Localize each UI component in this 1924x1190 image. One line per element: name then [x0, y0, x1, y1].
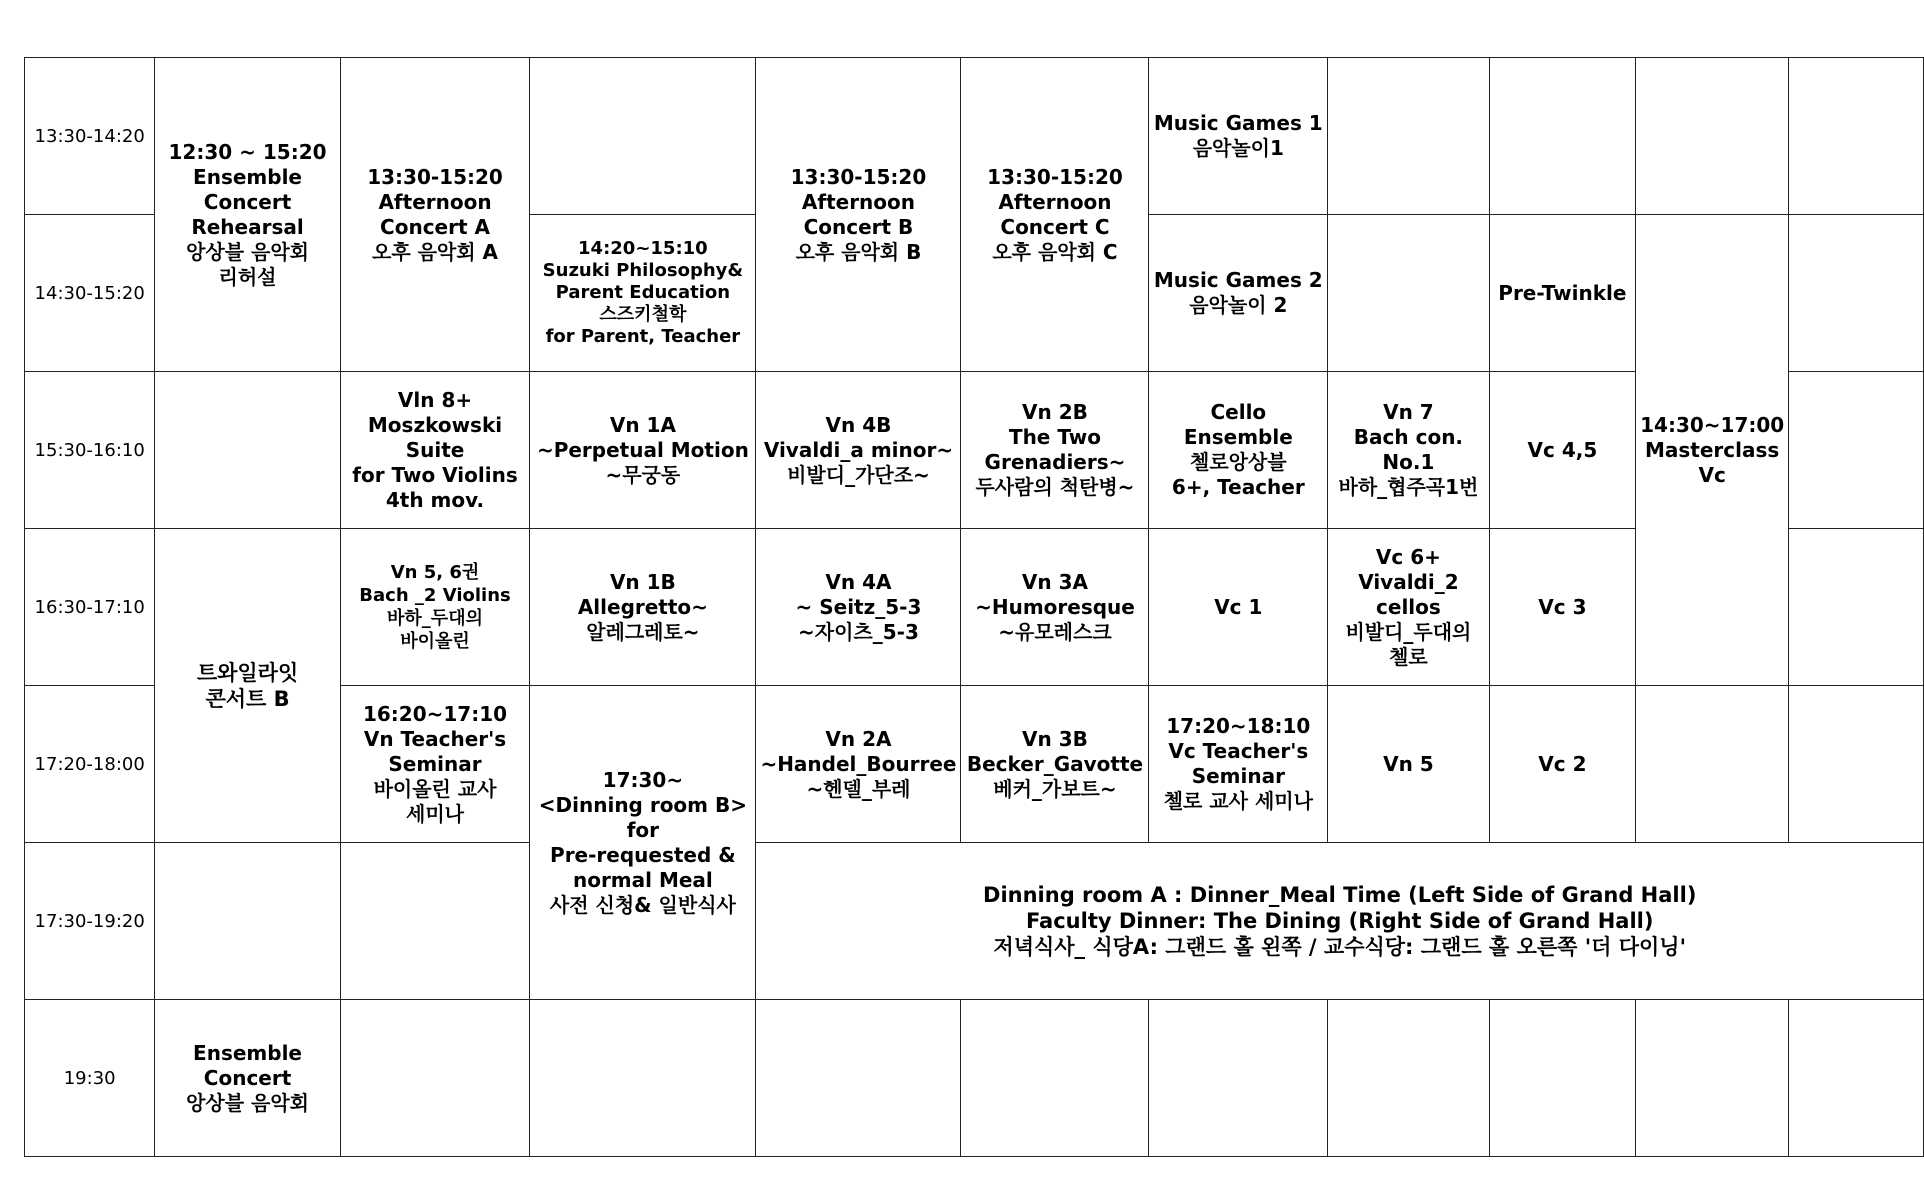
empty-cell	[1636, 1000, 1789, 1157]
empty-cell	[530, 58, 756, 215]
time-cell: 15:30-16:10	[25, 372, 155, 529]
suzuki-philosophy-cell: 14:20~15:10 Suzuki Philosophy& Parent Education 스즈키철학 for Parent, Teacher	[530, 215, 756, 372]
time-cell: 17:30-19:20	[25, 843, 155, 1000]
music-games-2-cell: Music Games 2 음악놀이 2	[1149, 215, 1328, 372]
ensemble-concert-cell: Ensemble Concert 앙상블 음악회	[155, 1000, 340, 1157]
empty-cell	[1328, 215, 1489, 372]
music-games-1-cell: Music Games 1 음악놀이1	[1149, 58, 1328, 215]
time-cell: 19:30	[25, 1000, 155, 1157]
empty-cell	[155, 372, 340, 529]
vc-teacher-seminar-cell: 17:20~18:10 Vc Teacher's Seminar 첼로 교사 세미나	[1149, 686, 1328, 843]
vc6-cell: Vc 6+ Vivaldi_2 cellos 비발디_두대의 첼로	[1328, 529, 1489, 686]
twilight-concert-cell: 트와일라잇 콘서트 B	[155, 529, 340, 843]
vn56-cell: Vn 5, 6권 Bach _2 Violins 바하_두대의 바이올린	[340, 529, 530, 686]
empty-cell	[340, 1000, 530, 1157]
empty-cell	[1489, 1000, 1635, 1157]
vn5-cell: Vn 5	[1328, 686, 1489, 843]
time-cell: 16:30-17:10	[25, 529, 155, 686]
vn3b-cell: Vn 3B Becker_Gavotte 베커_가보트~	[961, 686, 1149, 843]
concert-b-cell: 13:30-15:20 Afternoon Concert B 오후 음악회 B	[756, 58, 961, 372]
empty-cell	[1489, 58, 1635, 215]
vn2a-cell: Vn 2A ~Handel_Bourree ~헨델_부레	[756, 686, 961, 843]
pre-twinkle-cell: Pre-Twinkle	[1489, 215, 1635, 372]
vn4a-cell: Vn 4A ~ Seitz_5-3 ~자이츠_5-3	[756, 529, 961, 686]
empty-cell	[1328, 58, 1489, 215]
vc1-cell: Vc 1	[1149, 529, 1328, 686]
row-1930	[25, 1000, 1924, 1157]
vc3-cell: Vc 3	[1489, 529, 1635, 686]
vc2-cell: Vc 2	[1489, 686, 1635, 843]
time-cell: 14:30-15:20	[25, 215, 155, 372]
empty-cell	[1328, 1000, 1489, 1157]
vc45-cell: Vc 4,5	[1489, 372, 1635, 529]
empty-cell	[1789, 372, 1924, 529]
empty-cell	[1636, 58, 1789, 215]
vn7-cell: Vn 7 Bach con. No.1 바하_협주곡1번	[1328, 372, 1489, 529]
empty-cell	[1789, 686, 1924, 843]
empty-cell	[340, 843, 530, 1000]
empty-cell	[1789, 215, 1924, 372]
time-cell: 17:20-18:00	[25, 686, 155, 843]
empty-cell	[756, 1000, 961, 1157]
row-1330	[25, 58, 1924, 215]
schedule-table	[24, 57, 1924, 1157]
dinning-room-b-cell: 17:30~ <Dinning room B> for Pre-requested & normal Meal 사전 신청& 일반식사	[530, 686, 756, 1000]
empty-cell	[155, 843, 340, 1000]
empty-cell	[1149, 1000, 1328, 1157]
vn4b-cell: Vn 4B Vivaldi_a minor~ 비발디_가단조~	[756, 372, 961, 529]
empty-cell	[1789, 1000, 1924, 1157]
empty-cell	[1789, 58, 1924, 215]
cello-ensemble-cell: Cello Ensemble 첼로앙상블 6+, Teacher	[1149, 372, 1328, 529]
vn1a-cell: Vn 1A ~Perpetual Motion ~무궁동	[530, 372, 756, 529]
vln8-cell: Vln 8+ Moszkowski Suite for Two Violins 4th mov.	[340, 372, 530, 529]
ensemble-rehearsal-cell: 12:30 ~ 15:20 Ensemble Concert Rehearsal 앙상블 음악회 리허설	[155, 58, 340, 372]
dinner-cell: Dinning room A : Dinner_Meal Time (Left Side of Grand Hall) Faculty Dinner: The Dining (Right Side of Grand Hall) 저녁식사_ 식당A: 그랜드 홀 왼쪽 / 교수식당: 그랜드 홀 오른쪽 '더 다이닝'	[756, 843, 1924, 1000]
vn1b-cell: Vn 1B Allegretto~ 알레그레토~	[530, 529, 756, 686]
empty-cell	[530, 1000, 756, 1157]
time-cell: 13:30-14:20	[25, 58, 155, 215]
vn-teacher-seminar-cell: 16:20~17:10 Vn Teacher's Seminar 바이올린 교사 세미나	[340, 686, 530, 843]
empty-cell	[1789, 529, 1924, 686]
concert-c-cell: 13:30-15:20 Afternoon Concert C 오후 음악회 C	[961, 58, 1149, 372]
empty-cell	[1636, 686, 1789, 843]
concert-a-cell: 13:30-15:20 Afternoon Concert A 오후 음악회 A	[340, 58, 530, 372]
vn3a-cell: Vn 3A ~Humoresque ~유모레스크	[961, 529, 1149, 686]
row-1730	[25, 843, 1924, 1000]
empty-cell	[961, 1000, 1149, 1157]
vn2b-cell: Vn 2B The Two Grenadiers~ 두사람의 척탄병~	[961, 372, 1149, 529]
masterclass-cell: 14:30~17:00 Masterclass Vc	[1636, 215, 1789, 686]
